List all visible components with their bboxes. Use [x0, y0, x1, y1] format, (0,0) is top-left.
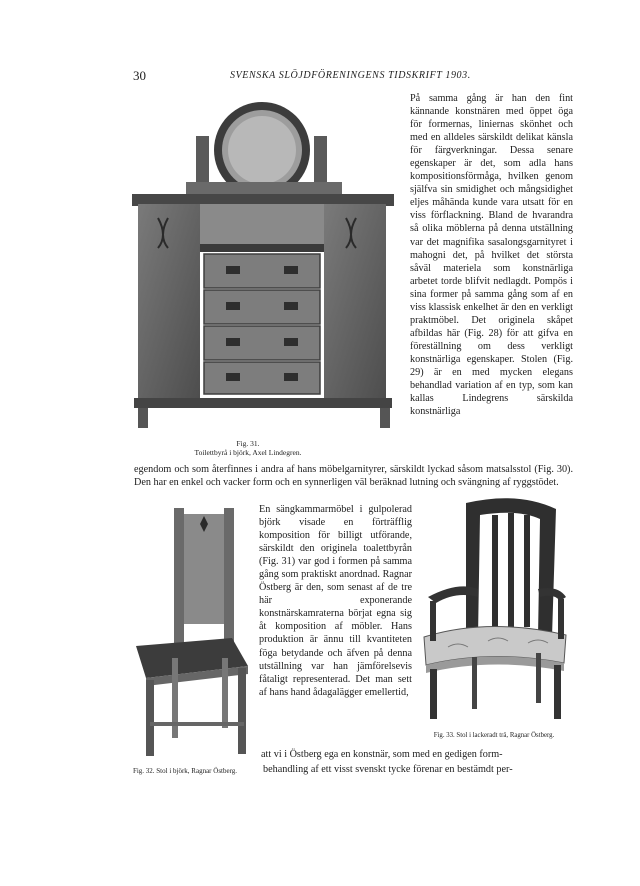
figure-31-dressing-table [128, 98, 400, 438]
right-column-paragraph: På samma gång är han den fint kännande konstnären med öppet öga för formernas, liniernas skönhet och med en alldeles särskildt delikat känsla för färgverkningar. Dessa senare egenskaper är det, som adla hans kompositionsförmåga, hvilken genom själfva sin smidighet och mångsidighet eljes måhända kunde vara utsatt för en viss förflackning. Bland de hvarandra så olika möblerna på denna utställning var det magnifika sasalongsgarnityret i mahogni det, på hvilket det största såväl materiela som konstnärliga arbetet torde blifvit nedlagdt. Pompös i sina former på samma gång som af en viss klassisk enkelhet är den en verkligt praktmöbel. Det originela skåpet afbildas här (Fig. 28) för att gifva en föreställning om dess verkligt konstnärliga egenskaper. Stolen (Fig. 29) är en med mycken elegans behandlad variation af en typ, som kan kallas Lindegrens särskilda konstnärliga [410, 93, 573, 418]
figure-33-caption: Fig. 33. Stol i lackeradt trä, Ragnar Östberg. [433, 732, 555, 739]
middle-column-text [259, 503, 412, 743]
full-width-text [134, 463, 573, 489]
running-title: SVENSKA SLÖJDFÖRENINGENS TIDSKRIFT 1903. [230, 70, 471, 81]
right-column-text [410, 92, 573, 464]
figure-32-birch-chair [128, 508, 254, 762]
page-number: 30 [133, 68, 146, 83]
bottom-line-2: behandling af ett visst svenskt tycke förenar en bestämdt per- [263, 764, 513, 775]
figure-33-lacquered-chair [418, 497, 570, 725]
birch-chair-illustration [128, 508, 254, 762]
lacquered-chair-illustration [418, 497, 570, 725]
middle-column-paragraph: En sängkammarmöbel i gulpolerad björk visade en förträfflig komposition för billigt utförande, särskildt den originela toalettbyrån (Fig. 31) var god i formen på samma gång som praktiskt anordnad. Ragnar Östberg är den, som senast af de tre här exponerande konstnärskamraterna börjat egna sig åt komposition af möbler. Hans produktion är ännu till kvantiteten föga betydande och äfven på denna utställning var han jämförelsevis fåtaligt representerad. Det man sett af hans hand ådagalägger emellertid, [259, 504, 412, 698]
dressing-table-illustration [128, 98, 400, 438]
page-header [0, 68, 640, 88]
figure-32-caption: Fig. 32. Stol i björk, Ragnar Östberg. [132, 767, 238, 775]
full-width-paragraph: egendom och som återfinnes i andra af hans möbelgarnityrer, särskildt lyckad såsom matsalsstol (Fig. 30). Den har en enkel och vacker form och en synnerligen väl beräknad lutning och svängning af ryggstödet. [134, 464, 573, 488]
bottom-line-1: att vi i Östberg ega en konstnär, som med en gedigen form- [261, 749, 503, 760]
figure-31-title: Toilettbyrå i björk, Axel Lindegren. [194, 448, 302, 457]
figure-31-number: Fig. 31. [236, 439, 260, 448]
figure-31-caption [188, 439, 308, 457]
